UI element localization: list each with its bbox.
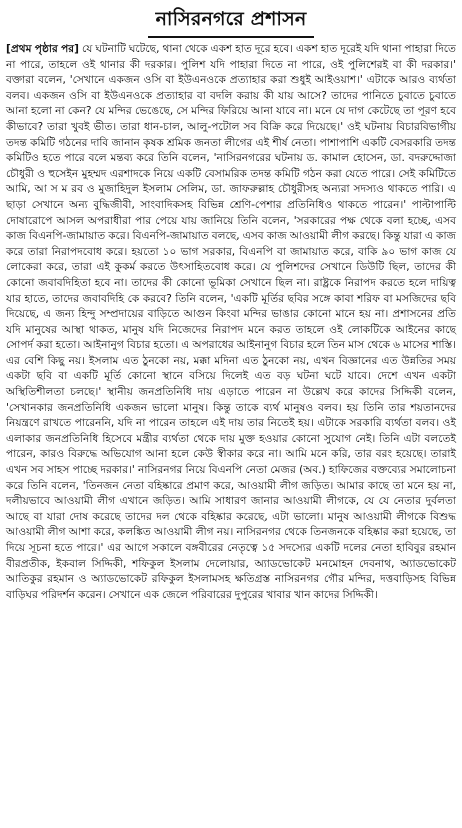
- article-headline: নাসিরনগরে প্রশাসন: [148, 2, 315, 38]
- article-body-text: যে ঘটনাটি ঘটেছে, থানা থেকে একশ হাত দূরে হবে। একশ হাত দূরেই যদি থানা পাহারা দিতে না পারে, তাহলে ওই থানার কী দরকার। পুলিশ যদি পাহারা দিতে না পারে, ওই পুলিশেরই বা কী দরকার।' বক্তারা বলেন, 'সেখানে একজন ওসি বা ইউএনওকে প্রত্যাহার করা শুধুই আইওয়াশ।' এটাকে আরও ব্যর্থতা বলব। একজন ওসি বা ইউএনওকে প্রত্যাহার বা বদলি করায় কী যায় আসে? তাদের পানিতে চুবাতে চুবাতে আনা হলো না কেন? যে মন্দির ভেঙেছে, সে মন্দির ফিরিয়ে আনা যাবে না। মনে যে দাগ কেটেছে তা পূরণ হবে কীভাবে? তারা খুবই ভীত। তারা ধান-চাল, আলু-পটোল সব বিক্রি করে দিয়েছে।' ওই ঘটনায় বিচারবিভাগীয় তদন্ত কমিটি গঠনের দাবি জানান কৃষক শ্রমিক জনতা লীগের এই শীর্ষ নেতা। পাশাপাশি একটি বেসরকারি তদন্ত কমিটিও হতে পারে বলে মন্তব্য করে তিনি বলেন, 'নাসিরনগরের ঘটনায় ড. কামাল হোসেন, ডা. বদরুদ্দোজা চৌধুরী ও হুসেইন মুহম্মদ এরশাদকে নিয়ে একটি বেসামরিক তদন্ত কমিটি গঠন করা যেতে পারে। সেই কমিটিতে আমি, আ স ম রব ও মুজাহিদুল ইসলাম সেলিম, ডা. জাফরুল্লাহ চৌধুরীসহ অন্যরা সদস্যও থাকতে পারি। এ ছাড়া সেখানে অন্য বুদ্ধিজীবী, সাংবাদিকসহ বিভিন্ন শ্রেণি-পেশার প্রতিনিধিও থাকতে পারেন।' পাল্টাপাল্টি দোষারোপে আসল অপরাধীরা পার পেয়ে যায় জানিয়ে তিনি বলেন, 'সরকারের পক্ষ থেকে বলা হচ্ছে, এসব কাজ বিএনপি-জামায়াত করে। বিএনপি-জামায়াত বলছে, এসব কাজ আওয়ামী লীগ করছে। কিন্তু যারা এ কাজ করে তারা নিরাপদবোধ করে। হয়তো ১০ ভাগ সরকার, বিএনপি বা জামায়াত করে, বাকি ৯০ ভাগ কাজ যে লোকেরা করে, তারা এই কুকর্ম করতে উৎসাহিতবোধ করে। যে পুলিশদের সেখানে ডিউটি ছিল, তাদের কী কোনো জবাবদিহিতা হবে না। তাদের কী কোনো ভূমিকা সেখানে ছিল না। রাষ্ট্রকে নিরাপদ করতে হলে দায়িত্ব যার হাতে, তাদের জবাবদিহি কে করবে? তিনি বলেন, 'একটি মূর্তির ছবির সঙ্গে কাবা শরিফ বা মসজিদের ছবি দিয়েছে, এ জন্য হিন্দু সম্প্রদায়ের বাড়িতে আগুন কিংবা মন্দির ভাঙার কোনো মানে হয় না। প্রশাসনের প্রতি যদি মানুষের আস্থা থাকত, মানুষ যদি নিজেদের নিরাপদ মনে করত তাহলে ওই লোকটিকে আইনের কাছে সোপর্দ করা হতো। আইনানুগ বিচার হতো। এ অপরাধের আইনানুগ বিচার হলে তিন মাস থেকে ৬ মাসের শাস্তি। এর বেশি কিছু নয়। ইসলাম এত ঠুনকো নয়, মক্কা মদিনা এত ঠুনকো নয়, এখন বিজ্ঞানের এত উন্নতির সময় একটা ছবি বা একটি মূর্তি কোনো স্থানে বসিয়ে দিলেই এত বড় ঘটনা ঘটে যাবে। দেশে এখন একটা অস্থিতিশীলতা চলছে।' স্থানীয় জনপ্রতিনিধি দায় এড়াতে পারেন না উল্লেখ করে কাদের সিদ্দিকী বলেন, 'সেখানকার জনপ্রতিনিধি একজন ভালো মানুষ। কিন্তু তাকে ব্যর্থ মানুষও বলব। হয় তিনি তার শয়তানদের নিয়ন্ত্রণে রাখতে পারেননি, যদি না পারেন তাহলে এই দায় তার নিতেই হয়। এটাকে সরকারি ব্যর্থতা বলব। ওই এলাকার জনপ্রতিনিধি হিসেবে মন্ত্রীর ব্যর্থতা থেকে দায় মুক্ত হওয়ার কোনো সুযোগ নেই। তিনি এটা বলতেই পারেন, কারও বিরুদ্ধে অভিযোগ আনা হলে কেউ স্বীকার করে না। আমি মনে করি, তার বরং হয়েছে। তারাই এখন সব সাহস পাচ্ছে দরকার।' নাসিরনগর নিয়ে বিএনপি নেতা মেজর (অব.) হাফিজের বক্তব্যের সমালোচনা করে তিনি বলেন, 'তিনজন নেতা বহিষ্কারে প্রমাণ করে, আওয়ামী লীগ জড়িত। আমার কাছে তা মনে হয় না, দলীয়ভাবে আওয়ামী লীগ এখানে জড়িত। আমি সাধারণ জানার আওয়ামী লীগকে, যে যে নেতার দুর্বলতা আছে বা যারা দোষ করেছে তাদের দল থেকে বহিষ্কার করেছে, এটা ভালো। মানুষ আওয়ামী লীগকে বিশুদ্ধ আওয়ামী লীগ আশা করে, কলঙ্কিত আওয়ামী লীগ নয়। নাসিরনগর থেকে তিনজনকে বহিষ্কার করা হয়েছে, তা দিয়ে সূচনা হতে পারে।' এর আগে সকালে বঙ্গবীরের নেতৃত্বে ১৫ সদস্যের একটি দলের নেতা হাবিবুর রহমান বীরপ্রতীক, ইকবাল সিদ্দিকী, শফিকুল ইসলাম দেলোয়ার, অ্যাডভোকেট মনমোহন দেবনাথ, অ্যাডভোকেট আতিকুর রহমান ও অ্যাডভোকেট রফিকুল ইসলামসহ ক্ষতিগ্রস্ত নাসিরনগর গৌর মন্দির, দত্তবাড়িসহ বিভিন্ন বাড়িঘর পরিদর্শন করেন। সেখানে এক জেলে পরিবারের দুপুরের খাবার খান কাদের সিদ্দিকী।: [6, 43, 457, 601]
- continued-from-label: [প্রথম পৃষ্ঠার পর]: [6, 43, 79, 55]
- headline-container: [6, 2, 456, 42]
- article-body: [6, 42, 456, 603]
